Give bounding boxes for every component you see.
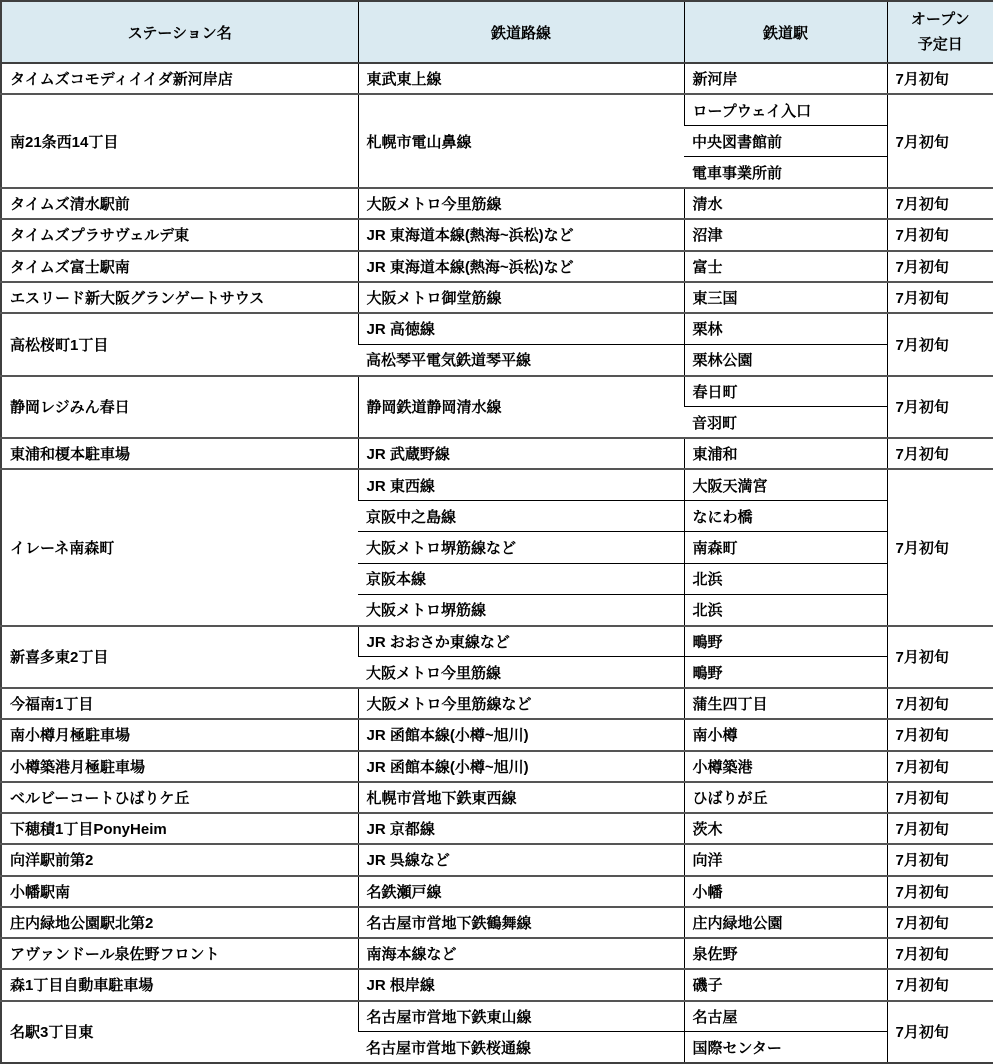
railway-line-cell: 大阪メトロ今里筋線 [358,188,684,219]
table-row [1,751,993,782]
railway-station-cell: 小幡 [684,876,887,907]
open-date-cell: 7月初旬 [887,938,993,969]
table-row [1,282,993,313]
railway-line-cell: JR 東海道本線(熱海~浜松)など [358,219,684,250]
railway-station-cell: 磯子 [684,969,887,1000]
table-row [1,188,993,219]
table-row [1,376,993,407]
railway-station-cell: 音羽町 [684,407,887,438]
open-date-cell: 7月初旬 [887,94,993,188]
open-date-cell: 7月初旬 [887,876,993,907]
station-name-cell: ベルビーコートひばりケ丘 [1,782,358,813]
railway-station-cell: 北浜 [684,563,887,594]
station-name-cell: 今福南1丁目 [1,688,358,719]
table-row [1,782,993,813]
open-date-cell: 7月初旬 [887,688,993,719]
header-row [1,1,993,63]
railway-line-cell: JR 呉線など [358,844,684,875]
open-date-cell: 7月初旬 [887,844,993,875]
open-date-cell: 7月初旬 [887,751,993,782]
railway-station-cell: 東浦和 [684,438,887,469]
railway-line-cell: JR 東海道本線(熱海~浜松)など [358,251,684,282]
railway-line-cell: 札幌市営地下鉄東西線 [358,782,684,813]
railway-station-cell: 南森町 [684,532,887,563]
table-row [1,813,993,844]
station-name-cell: タイムズコモディイイダ新河岸店 [1,63,358,94]
table-row [1,94,993,125]
open-date-cell: 7月初旬 [887,251,993,282]
open-date-cell: 7月初旬 [887,719,993,750]
railway-line-cell: JR 函館本線(小樽~旭川) [358,719,684,750]
open-date-cell: 7月初旬 [887,969,993,1000]
open-date-cell: 7月初旬 [887,376,993,439]
station-name-cell: 南21条西14丁目 [1,94,358,188]
open-date-cell: 7月初旬 [887,188,993,219]
station-name-cell: 向洋駅前第2 [1,844,358,875]
railway-station-cell: 鴫野 [684,626,887,657]
railway-line-cell: 名古屋市営地下鉄東山線 [358,1001,684,1032]
railway-line-cell: 南海本線など [358,938,684,969]
table-row [1,688,993,719]
table-row [1,469,993,500]
railway-line-cell: 大阪メトロ今里筋線 [358,657,684,688]
railway-line-cell: 大阪メトロ今里筋線など [358,688,684,719]
open-date-cell: 7月初旬 [887,219,993,250]
railway-station-cell: なにわ橋 [684,501,887,532]
station-name-cell: 南小樽月極駐車場 [1,719,358,750]
header-open-date [887,1,993,63]
railway-station-cell: 国際センター [684,1032,887,1063]
station-name-cell: 小幡駅南 [1,876,358,907]
station-name-cell: 庄内緑地公園駅北第2 [1,907,358,938]
railway-line-cell: 大阪メトロ御堂筋線 [358,282,684,313]
railway-station-cell: 栗林公園 [684,344,887,375]
railway-station-cell: 富士 [684,251,887,282]
header-railway-line: 鉄道路線 [358,1,684,63]
railway-station-cell: 栗林 [684,313,887,344]
station-name-cell: アヴァンドール泉佐野フロント [1,938,358,969]
station-name-cell: タイムズ清水駅前 [1,188,358,219]
railway-line-cell: 大阪メトロ堺筋線 [358,594,684,625]
header-open-date-line2: 予定日 [888,32,993,57]
railway-station-cell: 春日町 [684,376,887,407]
railway-station-cell: 小樽築港 [684,751,887,782]
table-row [1,251,993,282]
open-date-cell: 7月初旬 [887,1001,993,1064]
railway-station-cell: 南小樽 [684,719,887,750]
table-row [1,938,993,969]
header-railway-station: 鉄道駅 [684,1,887,63]
railway-line-cell: 京阪中之島線 [358,501,684,532]
railway-station-cell: 北浜 [684,594,887,625]
station-name-cell: タイムズ富士駅南 [1,251,358,282]
table-row [1,438,993,469]
table-row [1,219,993,250]
open-date-cell: 7月初旬 [887,782,993,813]
railway-station-cell: 中央図書館前 [684,126,887,157]
railway-station-cell: 電車事業所前 [684,157,887,188]
railway-line-cell: JR 根岸線 [358,969,684,1000]
table-row [1,1001,993,1032]
table-row [1,719,993,750]
station-name-cell: 高松桜町1丁目 [1,313,358,376]
railway-line-cell: 名古屋市営地下鉄桜通線 [358,1032,684,1063]
station-name-cell: 静岡レジみん春日 [1,376,358,439]
station-name-cell: 名駅3丁目東 [1,1001,358,1064]
railway-line-cell: 大阪メトロ堺筋線など [358,532,684,563]
station-name-cell: エスリード新大阪グランゲートサウス [1,282,358,313]
railway-line-cell: 静岡鉄道静岡清水線 [358,376,684,439]
railway-station-cell: 沼津 [684,219,887,250]
railway-station-cell: 向洋 [684,844,887,875]
railway-line-cell: JR 武蔵野線 [358,438,684,469]
station-name-cell: タイムズプラサヴェルデ東 [1,219,358,250]
table-body [1,63,993,1063]
railway-station-cell: 庄内緑地公園 [684,907,887,938]
table-row [1,907,993,938]
railway-line-cell: 高松琴平電気鉄道琴平線 [358,344,684,375]
railway-line-cell: JR 函館本線(小樽~旭川) [358,751,684,782]
station-name-cell: 新喜多東2丁目 [1,626,358,689]
railway-line-cell: 名古屋市営地下鉄鶴舞線 [358,907,684,938]
table-row [1,63,993,94]
station-name-cell: イレーネ南森町 [1,469,358,625]
railway-line-cell: JR おおさか東線など [358,626,684,657]
open-date-cell: 7月初旬 [887,313,993,376]
railway-station-cell: 東三国 [684,282,887,313]
station-name-cell: 東浦和榎本駐車場 [1,438,358,469]
railway-line-cell: 東武東上線 [358,63,684,94]
railway-station-cell: 名古屋 [684,1001,887,1032]
open-date-cell: 7月初旬 [887,282,993,313]
railway-station-cell: 茨木 [684,813,887,844]
table-row [1,969,993,1000]
railway-line-cell: 札幌市電山鼻線 [358,94,684,188]
open-date-cell: 7月初旬 [887,813,993,844]
table-row [1,626,993,657]
table-row [1,876,993,907]
header-station-name: ステーション名 [1,1,358,63]
railway-line-cell: JR 高徳線 [358,313,684,344]
open-date-cell: 7月初旬 [887,907,993,938]
railway-station-cell: 蒲生四丁目 [684,688,887,719]
table-row [1,844,993,875]
station-name-cell: 森1丁目自動車駐車場 [1,969,358,1000]
open-date-cell: 7月初旬 [887,63,993,94]
railway-station-cell: ロープウェイ入口 [684,94,887,125]
railway-line-cell: JR 京都線 [358,813,684,844]
station-name-cell: 小樽築港月極駐車場 [1,751,358,782]
railway-station-cell: 新河岸 [684,63,887,94]
railway-line-cell: 京阪本線 [358,563,684,594]
header-open-date-line1: オープン [888,7,993,32]
station-name-cell: 下穂積1丁目PonyHeim [1,813,358,844]
railway-station-cell: 清水 [684,188,887,219]
railway-station-cell: 大阪天満宮 [684,469,887,500]
railway-line-cell: JR 東西線 [358,469,684,500]
railway-line-cell: 名鉄瀬戸線 [358,876,684,907]
railway-station-cell: 鴫野 [684,657,887,688]
open-date-cell: 7月初旬 [887,626,993,689]
open-date-cell: 7月初旬 [887,438,993,469]
railway-station-cell: ひばりが丘 [684,782,887,813]
railway-station-cell: 泉佐野 [684,938,887,969]
table-row [1,313,993,344]
open-date-cell: 7月初旬 [887,469,993,625]
